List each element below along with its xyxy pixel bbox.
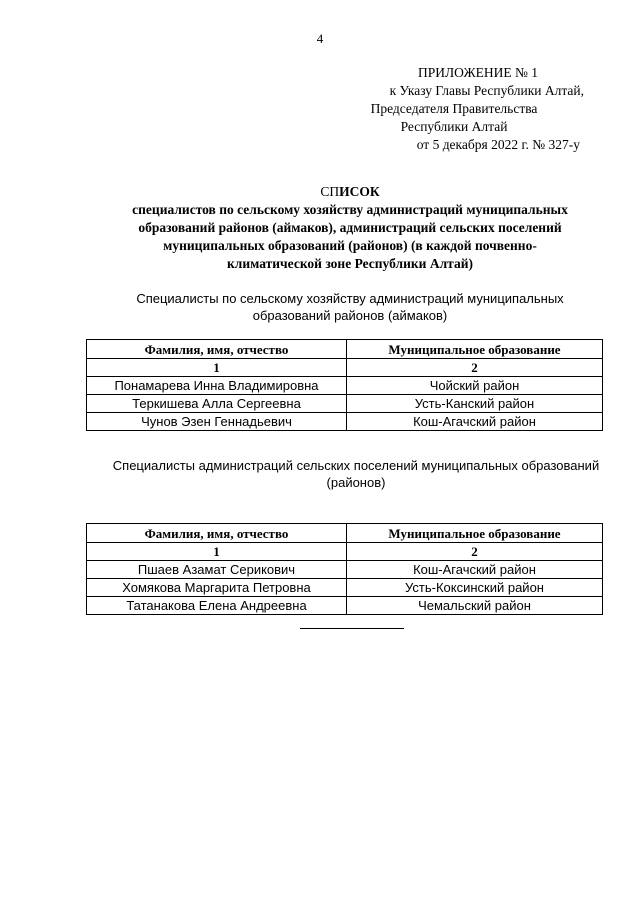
document-title [80, 183, 620, 201]
column-header-name: Фамилия, имя, отчество [87, 340, 347, 359]
table-header-row [87, 340, 603, 359]
municipality-cell: Чемальский район [347, 597, 603, 615]
table-row [87, 579, 603, 597]
table-row [87, 561, 603, 579]
document-title-block [80, 183, 620, 273]
column-number: 1 [87, 359, 347, 377]
municipality-cell: Усть-Коксинский район [347, 579, 603, 597]
section1-heading-line: образований районов (аймаков) [252, 308, 448, 323]
column-number: 2 [347, 543, 603, 561]
municipality-cell: Усть-Канский район [347, 395, 603, 413]
column-number: 2 [347, 359, 603, 377]
document-subtitle-line: образований районов (аймаков), администраций сельских поселений [138, 220, 562, 235]
column-number: 1 [87, 543, 347, 561]
municipality-cell: Чойский район [347, 377, 603, 395]
municipality-cell: Кош-Агачский район [347, 561, 603, 579]
appendix-title: ПРИЛОЖЕНИЕ № 1 [417, 65, 539, 80]
appendix-republic-line: Республики Алтай [400, 119, 508, 134]
section2-heading [86, 457, 626, 491]
section1-table [86, 339, 603, 431]
appendix-decree-line: к Указу Главы Республики Алтай, [389, 83, 584, 98]
document-subtitle-line: климатической зоне Республики Алтай) [227, 256, 473, 271]
person-name-cell: Хомякова Маргарита Петровна [87, 579, 347, 597]
section2-heading-line: Специалисты администраций сельских поселений муниципальных образований [112, 458, 600, 473]
column-header-municipality: Муниципальное образование [347, 524, 603, 543]
table-row [87, 413, 603, 431]
person-name-cell: Чунов Эзен Геннадьевич [87, 413, 347, 431]
person-name-cell: Татанакова Елена Андреевна [87, 597, 347, 615]
section2-table [86, 523, 603, 615]
title-main: ИСОК [339, 184, 380, 199]
table-number-row [87, 359, 603, 377]
section1-heading [86, 290, 614, 324]
appendix-position-line: Председателя Правительства [370, 101, 538, 116]
table-row [87, 377, 603, 395]
table-row [87, 597, 603, 615]
person-name-cell: Пшаев Азамат Серикович [87, 561, 347, 579]
person-name-cell: Теркишева Алла Сергеевна [87, 395, 347, 413]
table-header-row [87, 524, 603, 543]
municipality-cell: Кош-Агачский район [347, 413, 603, 431]
column-header-municipality: Муниципальное образование [347, 340, 603, 359]
column-header-name: Фамилия, имя, отчество [87, 524, 347, 543]
person-name-cell: Понамарева Инна Владимировна [87, 377, 347, 395]
appendix-block [324, 64, 584, 154]
section2-heading-line: (районов) [326, 475, 386, 490]
section1-heading-line: Специалисты по сельскому хозяйству администраций муниципальных [136, 291, 564, 306]
page-number: 4 [316, 31, 324, 46]
document-subtitle-line: специалистов по сельскому хозяйству администраций муниципальных [132, 202, 568, 217]
document-subtitle-line: муниципальных образований (районов) (в каждой почвенно- [163, 238, 537, 253]
table-number-row [87, 543, 603, 561]
table-row [87, 395, 603, 413]
appendix-date-line: от 5 декабря 2022 г. № 327-у [416, 137, 580, 152]
end-divider [300, 628, 404, 629]
title-prefix: СП [320, 184, 340, 199]
